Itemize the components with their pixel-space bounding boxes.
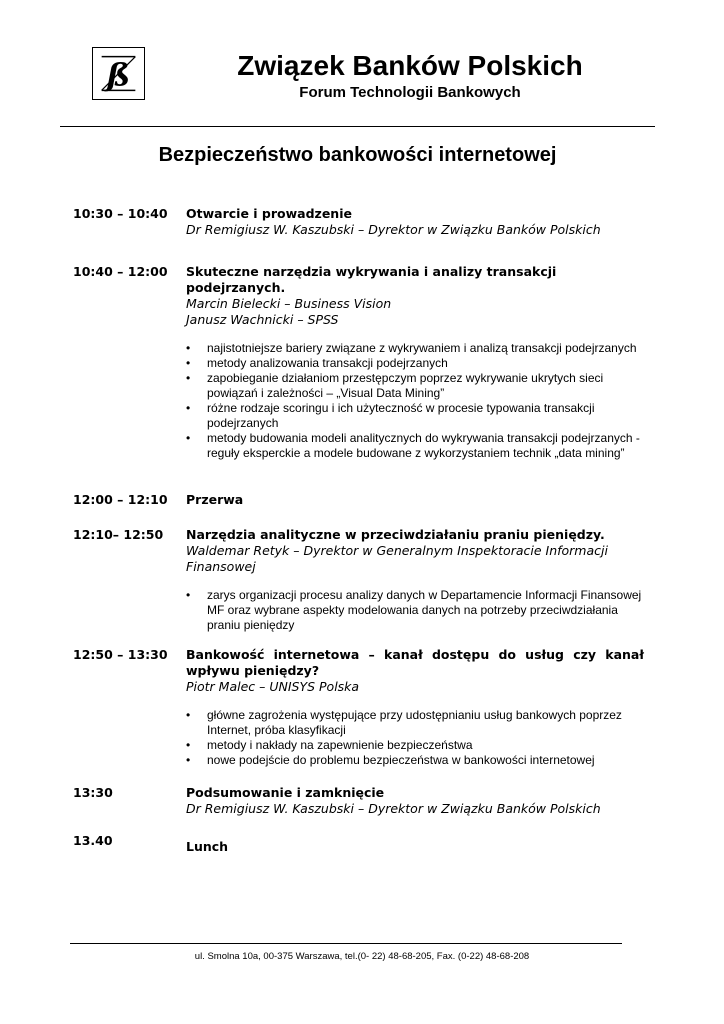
agenda-item bbox=[186, 527, 644, 633]
agenda-title: Lunch bbox=[186, 839, 229, 854]
agenda-speaker: Janusz Wachnicki – SPSS bbox=[186, 312, 339, 327]
agenda-bullet-list bbox=[186, 341, 644, 461]
svg-text:ß: ß bbox=[106, 57, 131, 94]
zbp-logo-mark bbox=[93, 48, 144, 99]
document-title: Bezpieczeństwo bankowości internetowej bbox=[158, 144, 557, 166]
list-item: • najistotniejsze bariery związane z wykrywaniem i analizą transakcji podejrzanych bbox=[186, 341, 644, 356]
list-item: • metody analizowania transakcji podejrzanych bbox=[186, 356, 644, 371]
agenda-title: Bankowość internetowa – kanał dostępu do usług czy kanał wpływu pieniędzy? bbox=[186, 647, 644, 678]
org-subtitle: Forum Technologii Bankowych bbox=[299, 84, 521, 101]
agenda-time: 12:00 – 12:10 bbox=[73, 492, 168, 507]
agenda-item bbox=[186, 206, 644, 238]
agenda-speaker: Waldemar Retyk – Dyrektor w Generalnym Inspektoracie Informacji Finansowej bbox=[186, 543, 608, 574]
agenda-item bbox=[186, 785, 644, 817]
agenda-title: Otwarcie i prowadzenie bbox=[186, 206, 352, 221]
agenda-item bbox=[186, 647, 644, 768]
agenda-title: Podsumowanie i zamknięcie bbox=[186, 785, 385, 800]
agenda-time: 12:10– 12:50 bbox=[73, 527, 164, 542]
list-item: • zarys organizacji procesu analizy danych w Departamencie Informacji Finansowej MF oraz wybrane aspekty modelowania danych na potrzeby przeciwdziałania praniu pieniędzy bbox=[186, 588, 644, 633]
agenda-time: 13.40 bbox=[73, 833, 113, 848]
agenda-item bbox=[186, 264, 644, 461]
agenda-title: Przerwa bbox=[186, 492, 244, 507]
agenda-item bbox=[186, 839, 644, 855]
list-item: • nowe podejście do problemu bezpieczeństwa w bankowości internetowej bbox=[186, 753, 644, 768]
agenda-speaker: Dr Remigiusz W. Kaszubski – Dyrektor w Związku Banków Polskich bbox=[186, 801, 601, 816]
agenda-speaker: Piotr Malec – UNISYS Polska bbox=[186, 679, 360, 694]
list-item: • różne rodzaje scoringu i ich użyteczność w procesie typowania transakcji podejrzanych bbox=[186, 401, 644, 431]
list-item: • główne zagrożenia występujące przy udostępnianiu usług bankowych poprzez Internet, próba klasyfikacji bbox=[186, 708, 644, 738]
agenda-bullet-list bbox=[186, 708, 644, 768]
org-name: Związek Banków Polskich bbox=[237, 50, 583, 81]
agenda-time: 13:30 bbox=[73, 785, 113, 800]
agenda-title: Narzędzia analityczne w przeciwdziałaniu praniu pieniędzy. bbox=[186, 527, 605, 542]
list-item: • zapobieganie działaniom przestępczym poprzez wykrywanie ukrytych sieci powiązań i zależności – „Visual Data Mining” bbox=[186, 371, 644, 401]
agenda-time: 12:50 – 13:30 bbox=[73, 647, 168, 662]
footer-address: ul. Smolna 10a, 00-375 Warszawa, tel.(0- 22) 48-68-205, Fax. (0-22) 48-68-208 bbox=[194, 951, 530, 962]
agenda-speaker: Dr Remigiusz W. Kaszubski – Dyrektor w Związku Banków Polskich bbox=[186, 222, 601, 237]
zbp-logo bbox=[92, 47, 145, 100]
agenda-time: 10:40 – 12:00 bbox=[73, 264, 168, 279]
agenda-title: Skuteczne narzędzia wykrywania i analizy transakcji podejrzanych. bbox=[186, 264, 557, 295]
list-item: • metody budowania modeli analitycznych do wykrywania transakcji podejrzanych - reguły eksperckie a modele budowane z wykorzystaniem technik „data mining” bbox=[186, 431, 644, 461]
agenda-bullet-list bbox=[186, 588, 644, 633]
agenda-time: 10:30 – 10:40 bbox=[73, 206, 168, 221]
list-item: • metody i nakłady na zapewnienie bezpieczeństwa bbox=[186, 738, 644, 753]
header-divider bbox=[60, 126, 655, 127]
footer-divider bbox=[70, 943, 622, 944]
agenda-item bbox=[186, 492, 644, 508]
agenda-speaker: Marcin Bielecki – Business Vision bbox=[186, 296, 392, 311]
